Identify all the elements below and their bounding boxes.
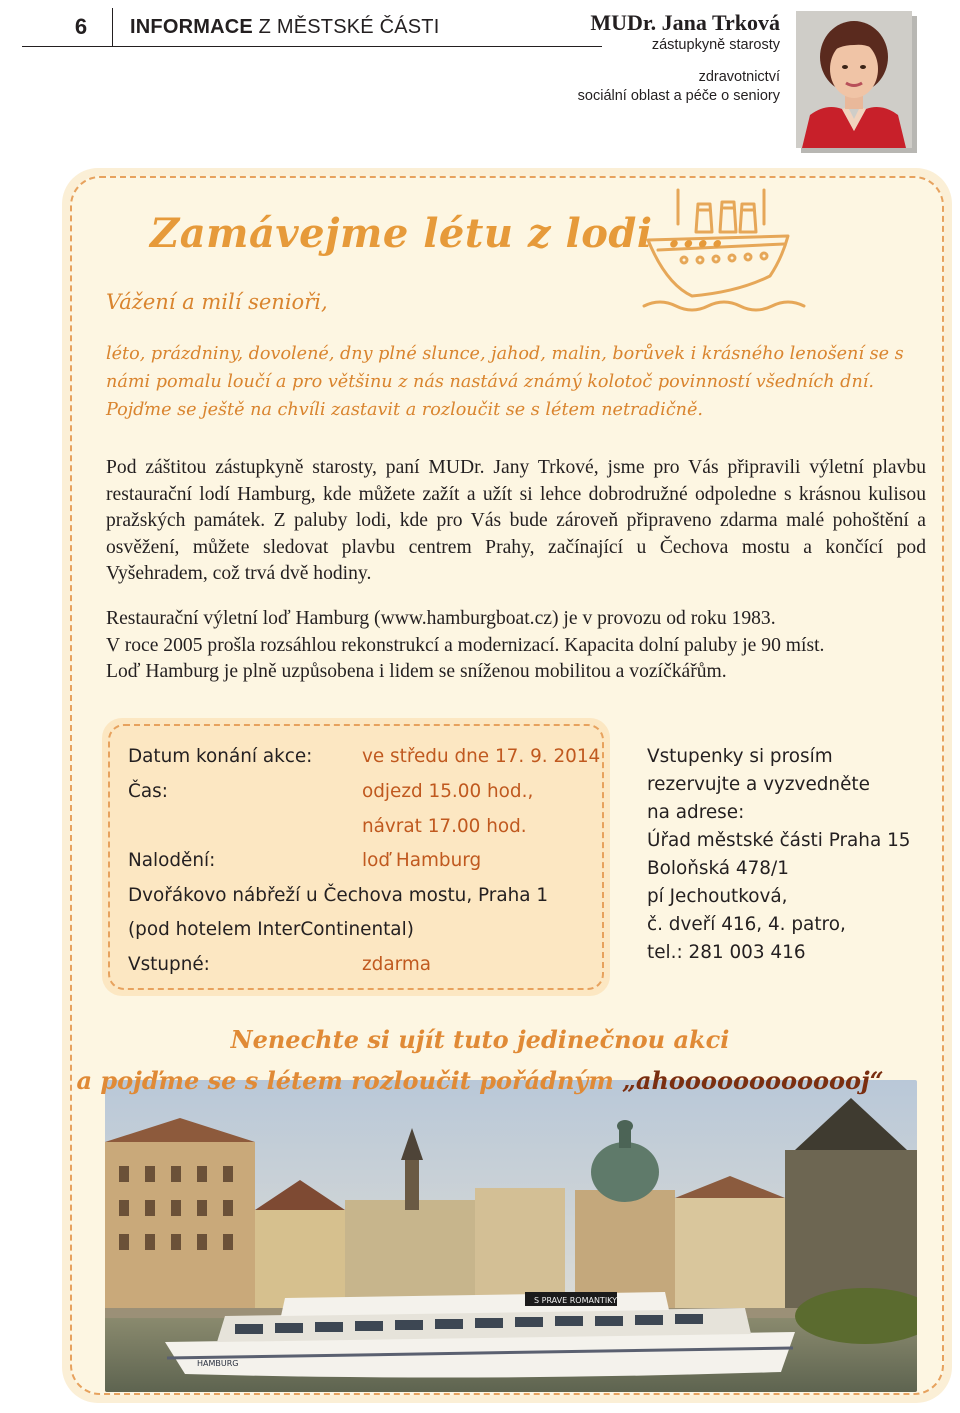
author-role: zástupkyně starosty bbox=[651, 37, 780, 53]
boat-name: HAMBURG bbox=[197, 1359, 239, 1368]
section-title-rest: Z MĚSTSKÉ ČÁSTI bbox=[252, 16, 440, 38]
closing-slogan-text: a pojďme se s létem rozloučit pořádným bbox=[76, 1066, 623, 1095]
boarding-value: loď Hamburg bbox=[362, 850, 482, 871]
boarding-note: (pod hotelem InterContinental) bbox=[128, 919, 414, 940]
author-portrait bbox=[796, 11, 912, 148]
boarding-label: Nalodění: bbox=[128, 850, 216, 871]
section-title-bold: INFORMACE bbox=[130, 16, 253, 38]
boat-info-line-1: Restaurační výletní loď Hamburg (www.hamburgboat.cz) je v provozu od roku 1983. bbox=[106, 608, 776, 629]
time-return: návrat 17.00 hod. bbox=[362, 816, 527, 837]
time-label: Čas: bbox=[128, 781, 168, 802]
contact-room: č. dveří 416, 4. patro, bbox=[647, 914, 846, 935]
greeting: Vážení a milí senioři, bbox=[106, 290, 328, 314]
boat-info-line-2: V roce 2005 prošla rozsáhlou rekonstrukcí a modernizací. Kapacita dolní paluby je 90 míst. bbox=[106, 634, 825, 656]
page-number: 6 bbox=[74, 14, 88, 39]
closing-slogan-line-1: Nenechte si ujít tuto jedinečnou akci bbox=[230, 1025, 730, 1054]
date-label: Datum konání akce: bbox=[128, 746, 313, 767]
time-departure: odjezd 15.00 hod., bbox=[362, 781, 534, 802]
author-area-social: sociální oblast a péče o seniory bbox=[577, 88, 780, 104]
article-title: Zamávejme létu z lodi .... bbox=[150, 210, 725, 257]
section-title bbox=[130, 16, 439, 39]
closing-ahoj: „ahooooooooooooj“ bbox=[622, 1066, 884, 1095]
contact-line-3: na adrese: bbox=[647, 802, 745, 823]
boat-info-line-3: Loď Hamburg je plně uzpůsobena i lidem se sníženou mobilitou a vozíčkářům. bbox=[106, 661, 727, 682]
ticket-contact bbox=[647, 743, 910, 967]
author-block bbox=[578, 10, 780, 106]
boarding-place: Dvořákovo nábřeží u Čechova mostu, Praha 1 bbox=[128, 885, 549, 906]
boat-sign: S PRAVE ROMANTIKY bbox=[534, 1296, 618, 1305]
body-paragraph-2 bbox=[106, 606, 926, 686]
contact-line-1: Vstupenky si prosím bbox=[647, 746, 833, 767]
contact-office: Úřad městské části Praha 15 bbox=[647, 830, 911, 851]
closing-slogan-line-2 bbox=[0, 1066, 960, 1095]
header-rule bbox=[22, 46, 602, 47]
body-paragraph-1: Pod záštitou zástupkyně starosty, paní MUDr. Jany Trkové, jsme pro Vás připravili výletní plavbu restaurační lodí Hamburg, kde můžete zažít a užít si lehce dobrodružné odpoledne s krásnou kulisou pražských památek. Z paluby lodi, kde pro Vás bude zároveň připraveno zdarma malé pohoštění a osvěžení, můžete sledovat plavbu centrem Prahy, začínající u Čechova mostu a končící pod Vyšehradem, což trvá dvě hodiny. bbox=[106, 457, 926, 584]
author-area-health: zdravotnictví bbox=[698, 69, 780, 85]
contact-street: Boloňská 478/1 bbox=[647, 858, 789, 879]
contact-phone: tel.: 281 003 416 bbox=[647, 942, 806, 963]
contact-line-2: rezervujte a vyzvedněte bbox=[647, 774, 870, 795]
entry-label: Vstupné: bbox=[128, 954, 210, 975]
intro-paragraph: léto, prázdniny, dovolené, dny plné slunce, jahod, malin, borůvek i krásného lenošení se s námi pomalu loučí a pro většinu z nás nastává známý kolotoč povinností všedních dní. Pojďme se ještě na chvíli zastavit a rozloučit se s létem netradičně. bbox=[106, 344, 904, 420]
header-divider bbox=[112, 8, 113, 46]
contact-person: pí Jechoutková, bbox=[647, 886, 788, 907]
prague-river-photo bbox=[105, 1080, 917, 1392]
date-value: ve středu dne 17. 9. 2014 bbox=[362, 746, 601, 767]
entry-value: zdarma bbox=[362, 954, 432, 975]
author-name: MUDr. Jana Trková bbox=[590, 10, 780, 35]
